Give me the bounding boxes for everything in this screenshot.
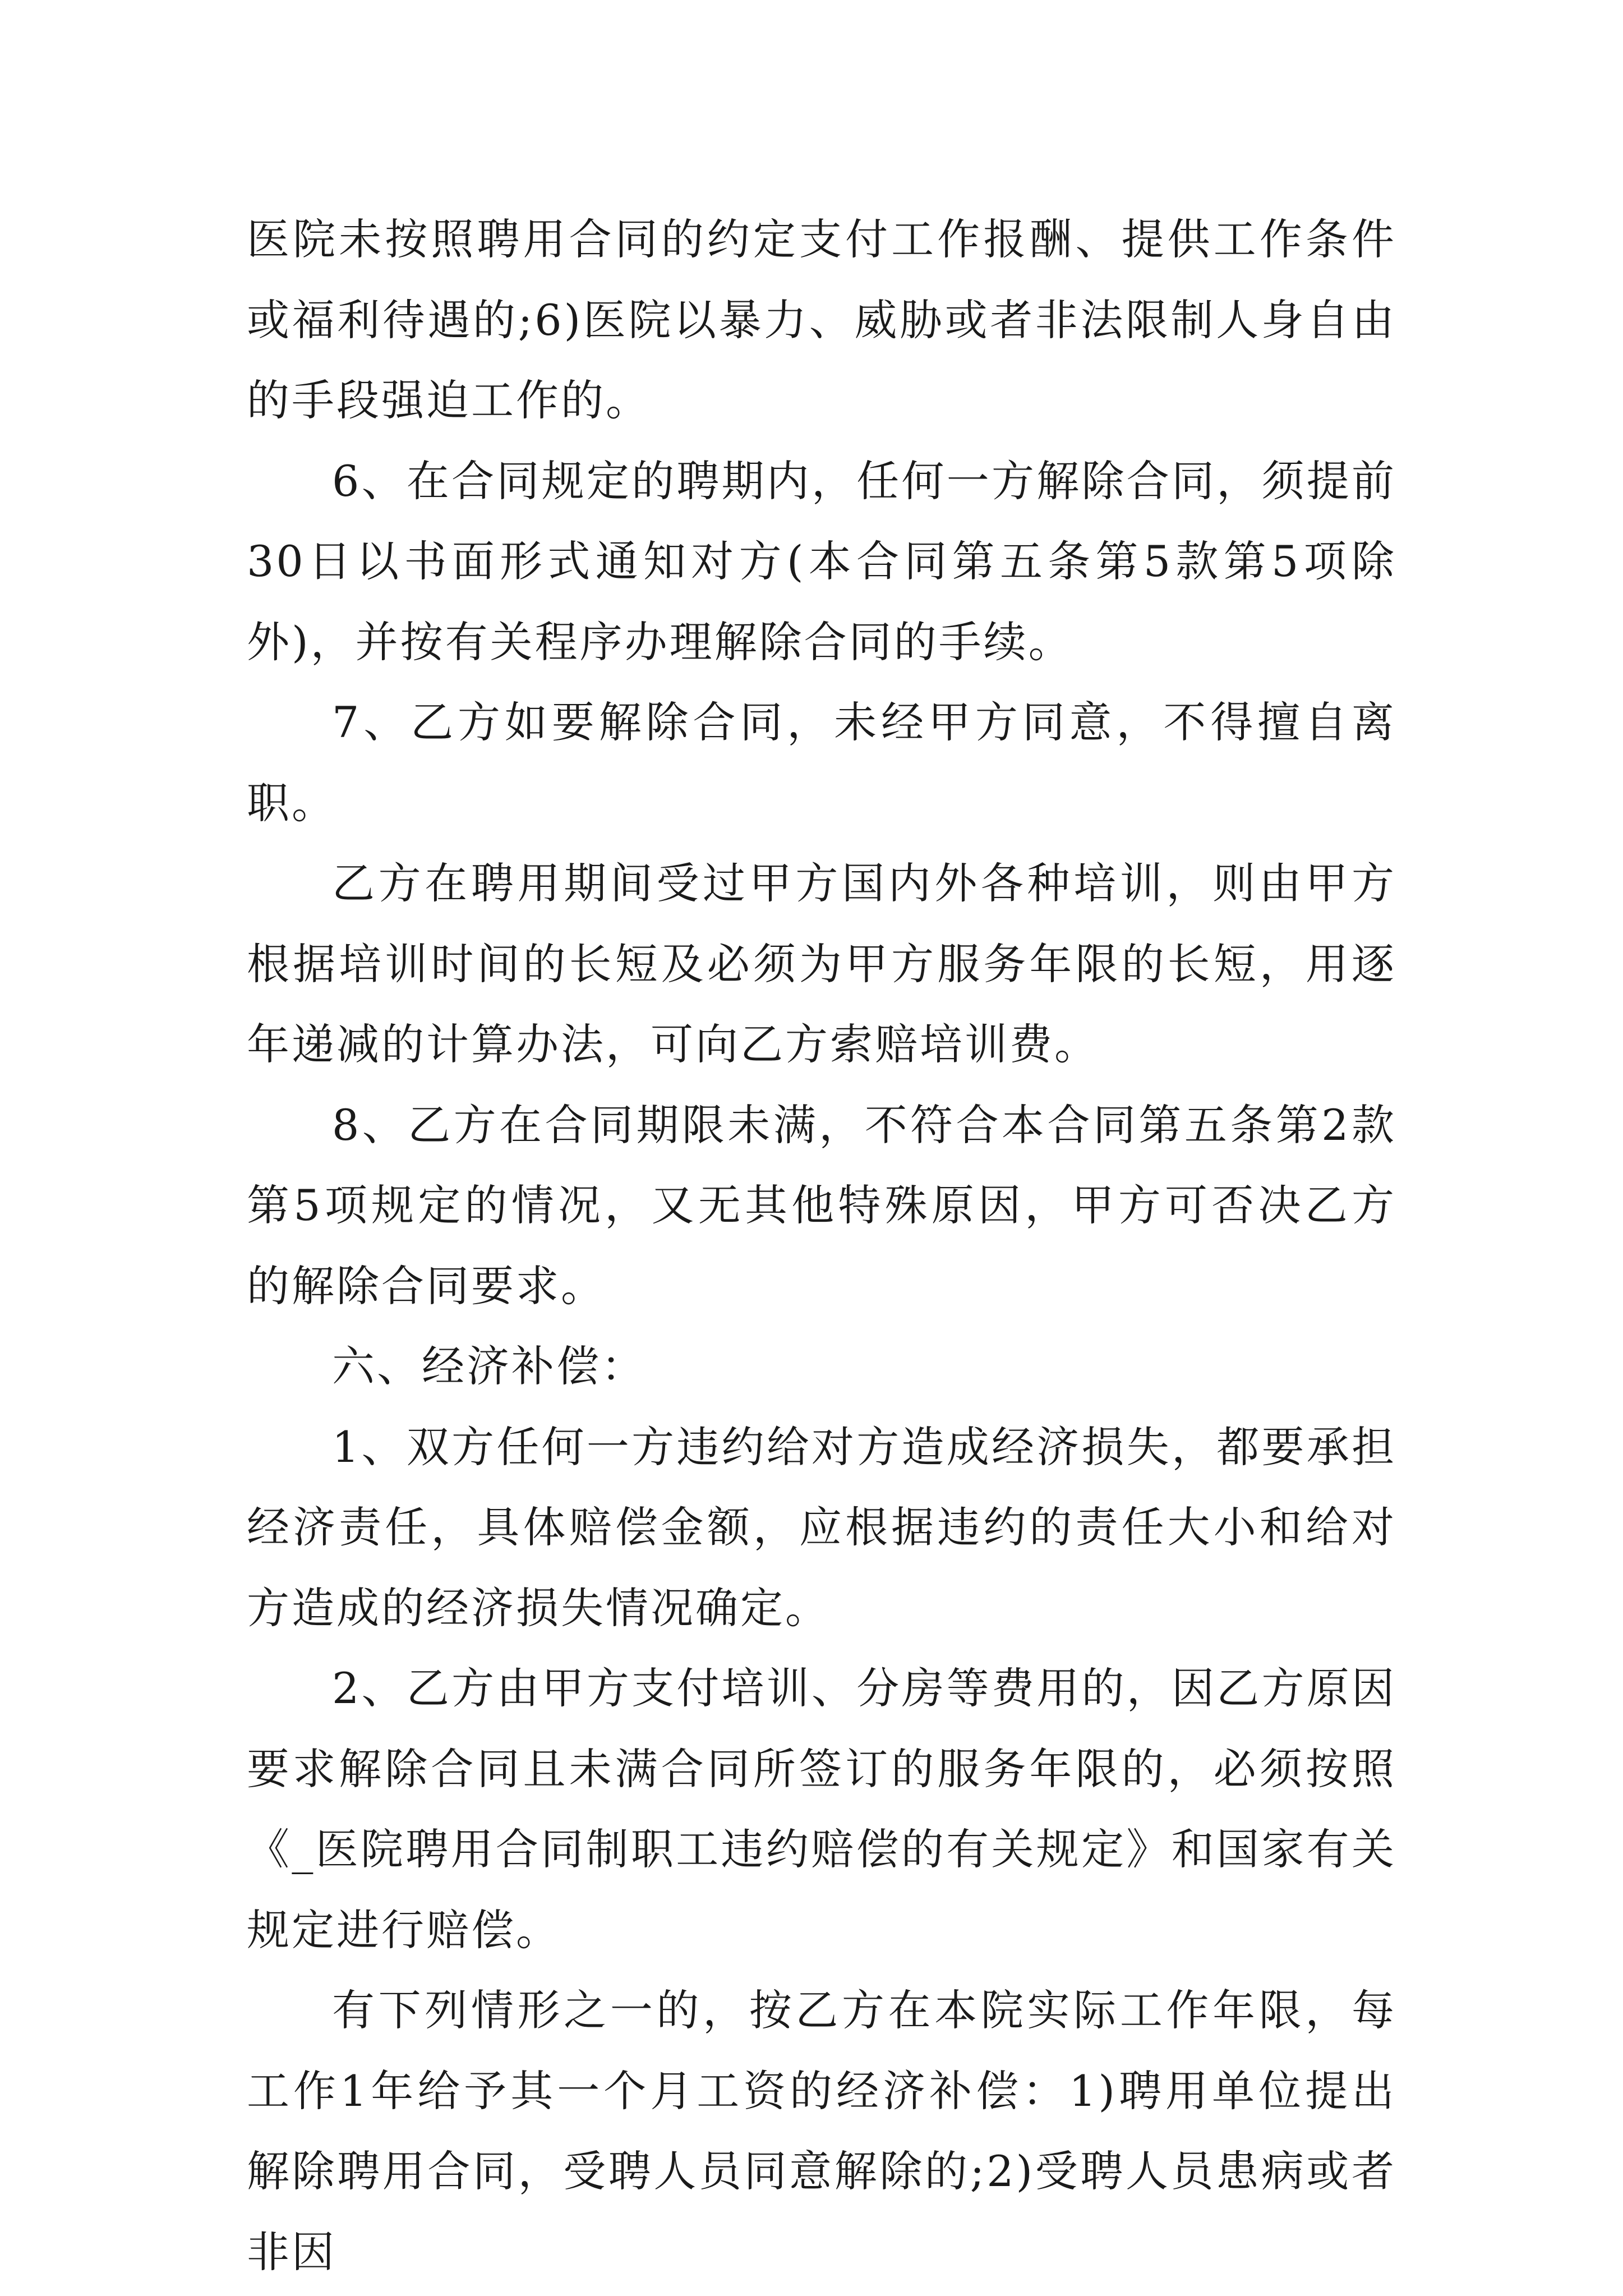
paragraph-clause-8: 8、乙方在合同期限未满，不符合本合同第五条第2款第5项规定的情况，又无其他特殊原因，甲方可否决乙方的解除合同要求。: [247, 1099, 1396, 1311]
paragraph-compensation-cases: 有下列情形之一的，按乙方在本院实际工作年限，每工作1年给予其一个月工资的经济补偿：1)聘用单位提出解除聘用合同，受聘人员同意解除的;2)受聘人员患病或者非因: [247, 1985, 1396, 2277]
paragraph-training-compensation: 乙方在聘用期间受过甲方国内外各种培训，则由甲方根据培训时间的长短及必须为甲方服务年限的长短，用逐年递减的计算办法，可向乙方索赔培训费。: [247, 858, 1396, 1069]
paragraph-compensation-2: 2、乙方由甲方支付培训、分房等费用的，因乙方原因要求解除合同且未满合同所签订的服务年限的，必须按照《_医院聘用合同制职工违约赔偿的有关规定》和国家有关规定进行赔偿。: [247, 1663, 1396, 1955]
document-body: [247, 199, 1396, 2292]
paragraph-continuation: 医院未按照聘用合同的约定支付工作报酬、提供工作条件或福利待遇的;6)医院以暴力、威胁或者非法限制人身自由的手段强迫工作的。: [247, 214, 1396, 425]
paragraph-compensation-1: 1、双方任何一方违约给对方造成经济损失，都要承担经济责任，具体赔偿金额，应根据违约的责任大小和给对方造成的经济损失情况确定。: [247, 1421, 1396, 1633]
paragraph-clause-7: 7、乙方如要解除合同，未经甲方同意，不得擅自离职。: [247, 697, 1396, 828]
paragraph-clause-6: 6、在合同规定的聘期内，任何一方解除合同，须提前30日以书面形式通知对方(本合同第五条第5款第5项除外)，并按有关程序办理解除合同的手续。: [247, 455, 1396, 667]
section-heading-economic-compensation: 六、经济补偿：: [332, 1341, 646, 1391]
